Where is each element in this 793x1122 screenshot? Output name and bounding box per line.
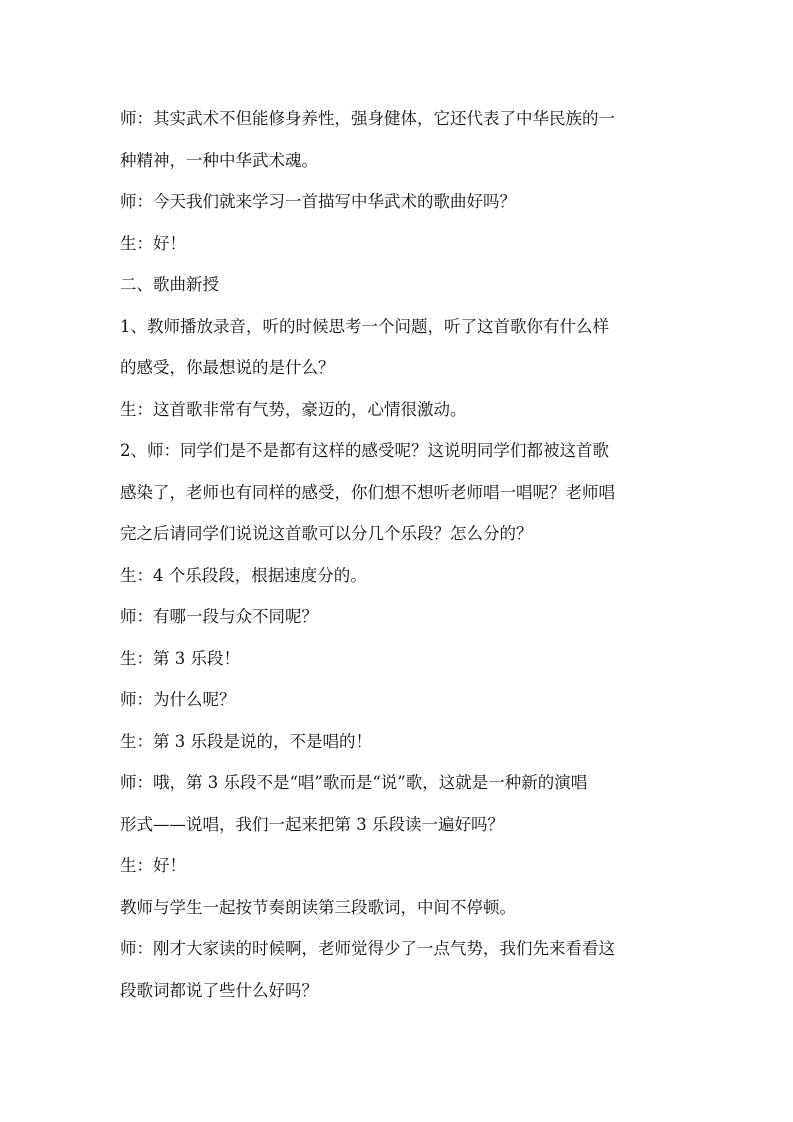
text-line: 师：其实武术不但能修身养性，强身健体，它还代表了中华民族的一: [120, 109, 615, 128]
text-line: 师：有哪一段与众不同呢？: [120, 607, 318, 626]
text-line: 生：好！: [120, 856, 186, 875]
section-heading: 二、歌曲新授: [120, 275, 219, 294]
text-line: 种精神，一种中华武术魂。: [120, 150, 318, 170]
document-body: [120, 98, 680, 1011]
text-line: 师：刚才大家读的时候啊，老师觉得少了一点气势，我们先来看看这: [120, 939, 615, 958]
text-line: 教师与学生一起按节奏朗读第三段歌词，中间不停顿。: [120, 897, 516, 917]
text-line: 的感受，你最想说的是什么？: [120, 358, 335, 377]
text-line: 生：第 3 乐段！: [120, 648, 240, 668]
text-line: 生：第 3 乐段是说的，不是唱的！: [120, 731, 372, 751]
text-line: 完之后请同学们说说这首歌可以分几个乐段？怎么分的？: [120, 524, 533, 543]
text-line: 生：好！: [120, 233, 186, 253]
text-line: 生：4 个乐段段，根据速度分的。: [120, 565, 367, 585]
text-line: 2、师：同学们是不是都有这样的感受呢？这说明同学们都被这首歌: [120, 441, 609, 460]
text-line: 形式——说唱，我们一起来把第 3 乐段读一遍好吗？: [120, 814, 504, 834]
text-line: 师：哦，第 3 乐段不是“唱”歌而是“说”歌，这就是一种新的演唱: [120, 773, 588, 792]
text-line: 段歌词都说了些什么好吗？: [120, 980, 318, 1000]
text-line: 生：这首歌非常有气势，豪迈的，心情很激动。: [120, 399, 467, 419]
text-line: 师：今天我们就来学习一首描写中华武术的歌曲好吗？: [120, 192, 516, 211]
text-line: 1、教师播放录音，听的时候思考一个问题，听了这首歌你有什么样: [120, 316, 609, 336]
text-line: 师：为什么呢？: [120, 690, 236, 709]
text-line: 感染了，老师也有同样的感受，你们想不想听老师唱一唱呢？老师唱: [120, 482, 615, 502]
